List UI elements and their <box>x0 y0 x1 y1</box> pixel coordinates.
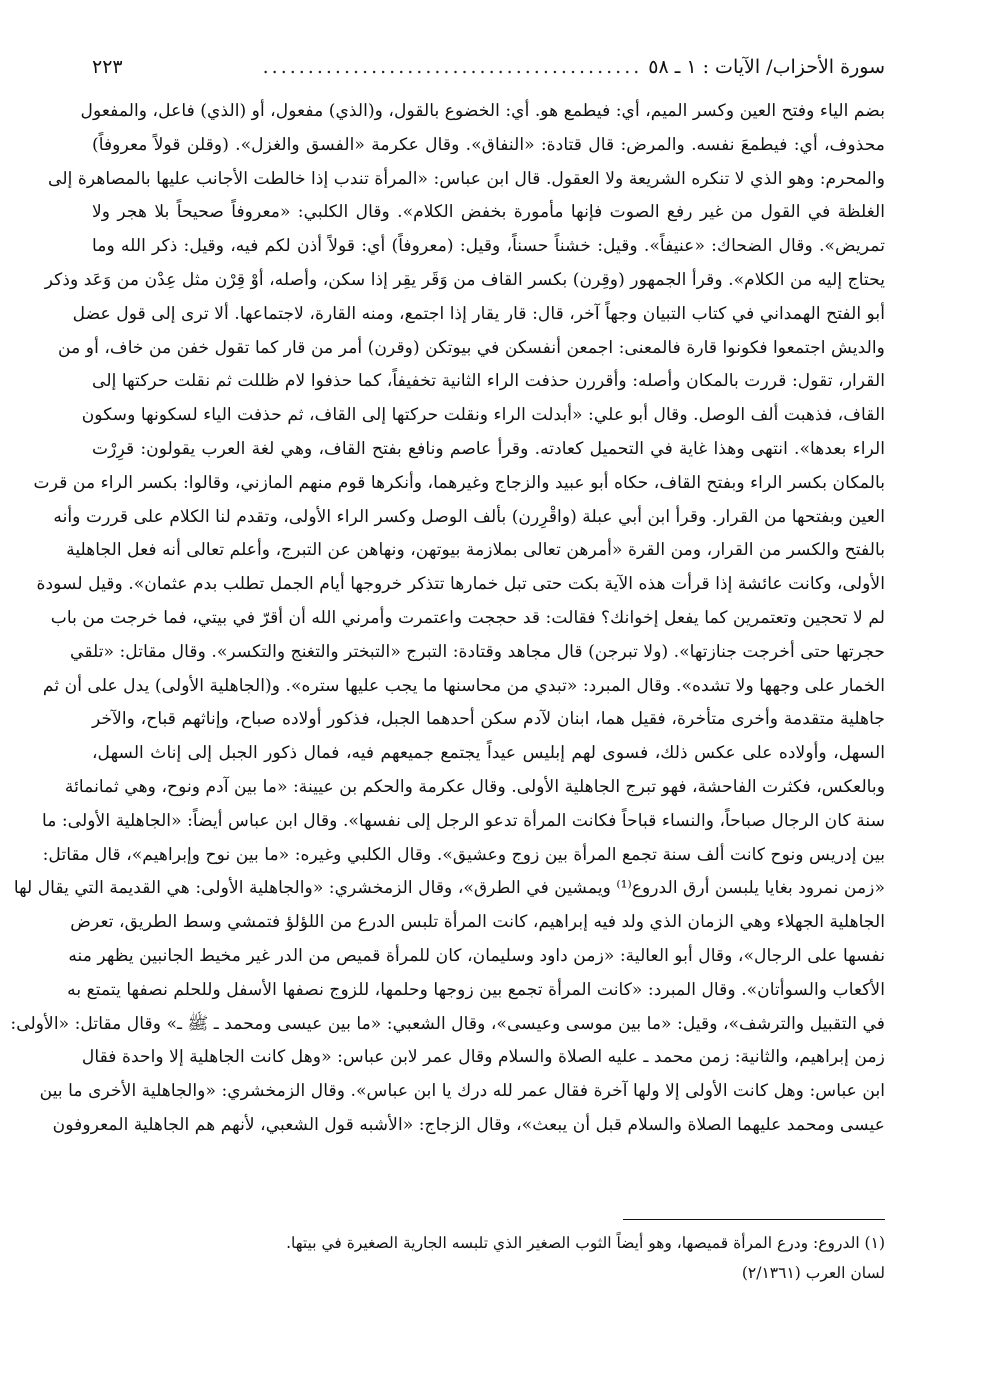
text-line: محذوف، أي: فيطمعَ نفسه. والمرض: قال قتادة: «النفاق». وقال عكرمة «الفسق والغزل». (وقلن قولاً معروفاً) <box>92 134 885 155</box>
text-line: تمريض». وقال الضحاك: «عنيفاً». وقيل: خشناً حسناً، وقيل: (معروفاً) أي: قولاً أذن لكم فيه، وقيل: ذكر الله وما <box>92 236 885 257</box>
text-line: والمحرم: وهو الذي لا تنكره الشريعة ولا العقول. قال ابن عباس: «المرأة تندب إذا خالطت الأجانب عليها بالمصاهرة إلى <box>48 168 885 189</box>
header-leader-dots: .......................................... <box>262 56 643 78</box>
text-line: يحتاج إليه من الكلام». وقرأ الجمهور (وقِرن) بكسر القاف من وَقَر يقِر إذا سكن، وأصله، أوْ قِرْن مثل عِدْن من وَعَد وذكر <box>44 269 885 290</box>
text-line: بالفتح والكسر من القرار، ومن القرة «أمرهن تعالى بملازمة بيوتهن، ونهاهن عن التبرج، وأعلم تعالى أنه فعل الجاهلية <box>66 540 885 561</box>
text-line: الأولى، وكانت عائشة إذا قرأت هذه الآية بكت حتى تبل خمارها تتذكر خروجها أيام الجمل تطلب بدم عثمان». وقيل لسودة <box>36 574 885 595</box>
text-line: ابن عباس: وهل كانت الأولى إلا ولها آخرة فقال عمر لله درك يا ابن عباس». وقال الزمخشري: «والجاهلية الأخرى ما بين <box>39 1081 885 1102</box>
text-line: القرار، تقول: قررت بالمكان وأصله: وأقررن حذفت الراء الثانية تخفيفاً، كما حذفوا لام ظللت ثم نقلت حركتها إلى <box>92 371 885 392</box>
text-line: وبالعكس، فكثرت الفاحشة، فهو تبرج الجاهلية الأولى. وقال عكرمة والحكم بن عيينة: «ما بين آدم ونوح، وهي ثمانمائة <box>64 776 885 797</box>
text-line: أبو الفتح الهمداني في كتاب التبيان وجهاً آخر، قال: قار يقار إذا اجتمع، ومنه القارة، لاجتماعها. ألا ترى إلى قول عضل <box>72 303 885 324</box>
text-line: بالمكان بكسر الراء وبفتح القاف، حكاه أبو عبيد والزجاج وغيرهما، وأنكرها قوم منهم المازني، وقالوا: بكسر الراء من قرت <box>33 472 885 493</box>
text-line: والديش اجتمعوا فكونوا قارة فالمعنى: اجمعن أنفسكن في بيوتكن (وقرن) أمر من قار كما تقول خفن من خاف، أو من <box>58 337 885 358</box>
text-line: عيسى ومحمد عليهما الصلاة والسلام قبل أن يبعث»، وقال الزجاج: «الأشبه قول الشعبي، لأنهم هم الجاهلية المعروفون <box>52 1114 885 1135</box>
text-line: الجاهلية الجهلاء وهي الزمان الذي ولد فيه إبراهيم، كانت المرأة تلبس الدرع من اللؤلؤ فتمشي وسط الطريق، تعرض <box>70 912 885 933</box>
text-line: حجرتها حتى أخرجت جنازتها». (ولا تبرجن) قال مجاهد وقتادة: التبرج «التبختر والتغنج والتكسر». وقال مقاتل: «تلقي <box>70 641 885 662</box>
text-line: الأكعاب والسوأتان». وقال المبرد: «كانت المرأة تجمع بين زوجها وحلمها، للزوج نصفها الأسفل وللحلم نصفها يتمتع به <box>67 979 885 1000</box>
text-line: في التقبيل والترشف»، وقيل: «ما بين موسى وعيسى»، وقال الشعبي: «ما بين عيسى ومحمد ـ ﷺ ـ» وقال مقاتل: «الأولى: <box>10 1013 885 1034</box>
page-number: ٢٢٣ <box>92 56 123 78</box>
footnote-separator <box>623 1219 885 1220</box>
main-text <box>10 95 885 1143</box>
text-line: نفسها على الرجال»، وقال أبو العالية: «زمن داود وسليمان، كان للمرأة قميص من الدر غير مخيط الجانبين يظهر منه <box>68 945 885 966</box>
text-line: جاهلية متقدمة وأخرى متأخرة، فقيل هما، ابنان لآدم سكن أحدهما الجبل، فذكور أولاده صباح، وإناثهم قباح، والآخر <box>92 709 885 730</box>
footnote-reference: لسان العرب (٢/١٣٦١) <box>741 1264 885 1282</box>
text-line: لم لا تحجين وتعتمرين كما يفعل إخوانك؟ فقالت: قد حججت واعتمرت وأمرني الله أن أقرّ في بيتي، فما خرجت من باب <box>50 607 885 628</box>
text-line: سنة كان الرجال صباحاً، والنساء قباحاً فكانت المرأة تدعو الرجل إلى نفسها». وقال ابن عباس أيضاً: «الجاهلية الأولى: ما <box>41 810 885 831</box>
text-line: بضم الياء وفتح العين وكسر الميم، أي: فيطمع هو. أي: الخضوع بالقول، و(الذي) مفعول، أو (الذي) فاعل، والمفعول <box>80 101 885 121</box>
footnote <box>92 1228 885 1288</box>
text-line: الخمار على وجهها ولا تشده». وقال المبرد: «تبدي من محاسنها ما يجب عليها ستره». و(الجاهلية الأولى) يدل على أن ثم <box>42 675 885 696</box>
text-line: زمن إبراهيم، والثانية: زمن محمد ـ عليه الصلاة والسلام وقال عمر لابن عباس: «وهل كانت الجاهلية إلا واحدة فقال <box>81 1047 885 1068</box>
text-line: الراء بعدها». انتهى وهذا غاية في التحميل كعادته. وقرأ عاصم ونافع بفتح القاف، وهي لغة العرب يقولون: قرِرْت <box>92 438 885 459</box>
text-line: العين وبفتحها من القرار. وقرأ ابن أبي عبلة (واقْرِرن) بألف الوصل وكسر الراء الأولى، وتقدم لنا الكلام على قررت وأنه <box>53 506 885 527</box>
text-line: «زمن نمرود بغايا يلبسن أرق الدروع⁽¹⁾ ويمشين في الطرق»، وقال الزمخشري: «والجاهلية الأولى: هي القديمة التي يقال لها <box>13 878 885 899</box>
text-line: السهل، وأولاده على عكس ذلك، فسوى لهم إبليس عيداً يجتمع جميعهم فيه، فمال ذكور الجبل إلى إناث السهل، <box>92 743 885 764</box>
running-header-title: سورة الأحزاب/ الآيات : ١ ـ ٥٨ <box>648 56 885 78</box>
text-line: بين إدريس ونوح كانت ألف سنة تجمع المرأة بين زوج وعشيق». وقال الكلبي وغيره: «ما بين نوح وإبراهيم»، قال مقاتل: <box>42 844 885 865</box>
text-line: الغلظة في القول من غير رفع الصوت فإنها مأمورة بخفض الكلام». وقال الكلبي: «معروفاً صحيحاً بلا هجر ولا <box>92 202 885 223</box>
footnote-text: (١) الدروع: ودرع المرأة قميصها، وهو أيضاً الثوب الصغير الذي تلبسه الجارية الصغيرة في بيتها. <box>286 1234 885 1252</box>
running-header <box>92 56 885 86</box>
text-line: القاف، فذهبت ألف الوصل. وقال أبو علي: «أبدلت الراء ونقلت حركتها إلى القاف، ثم حذفت الياء لسكونها وسكون <box>81 405 885 426</box>
